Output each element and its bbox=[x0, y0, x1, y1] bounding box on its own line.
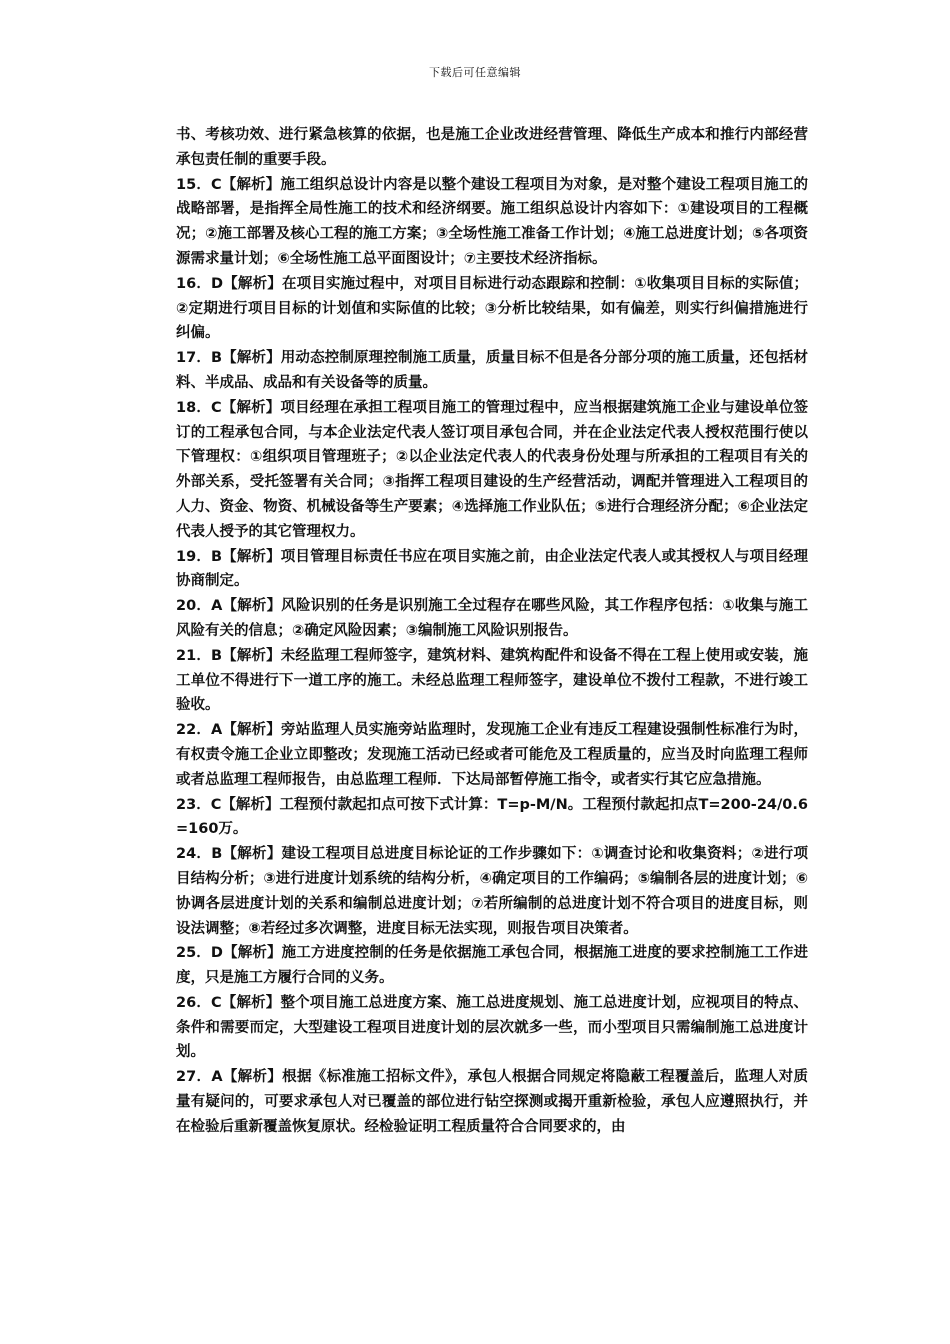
answer-text: 项目经理在承担工程项目施工的管理过程中，应当根据建筑施工企业与建设单位签订的工程承包合同，与本企业法定代表人签订项目承包合同，并在企业法定代表人授权范围行使以下管理权：①组织项目管理班子；②以企业法定代表人的代表身份处理与所承担的工程项目有关的外部关系，受托签署有关合同；③指挥工程项目建设的生产经营活动，调配并管理进入工程项目的人力、资金、物资、机械设备等生产要素；④选择施工作业队伍；⑤进行合理经济分配；⑥企业法定代表人授予的其它管理权力。 bbox=[176, 399, 808, 540]
answer-20 bbox=[176, 594, 808, 644]
answer-25 bbox=[176, 941, 808, 991]
answer-24 bbox=[176, 842, 808, 941]
answer-18 bbox=[176, 396, 808, 545]
answer-22 bbox=[176, 718, 808, 792]
answer-26 bbox=[176, 991, 808, 1065]
answer-lead: 26．C【解析】 bbox=[176, 994, 281, 1011]
answer-text: 施工组织总设计内容是以整个建设工程项目为对象，是对整个建设工程项目施工的战略部署，是指挥全局性施工的技术和经济纲要。施工组织总设计内容如下：①建设项目的工程概况；②施工部署及核心工程的施工方案；③全场性施工准备工作计划；④施工总进度计划；⑤各项资源需求量计划；⑥全场性施工总平面图设计；⑦主要技术经济指标。 bbox=[176, 176, 808, 267]
answer-text: 项目管理目标责任书应在项目实施之前，由企业法定代表人或其授权人与项目经理协商制定。 bbox=[176, 548, 808, 590]
answer-text: 工程预付款起扣点可按下式计算：T=p-M/N。工程预付款起扣点T=200-24/0.6=160万。 bbox=[176, 796, 808, 838]
answer-lead: 23．C【解析】 bbox=[176, 796, 280, 813]
answer-27 bbox=[176, 1065, 808, 1139]
answer-lead: 21．B【解析】 bbox=[176, 647, 281, 664]
answer-16 bbox=[176, 272, 808, 346]
answer-text: 整个项目施工总进度方案、施工总进度规划、施工总进度计划，应视项目的特点、条件和需要而定，大型建设工程项目进度计划的层次就多一些，而小型项目只需编制施工总进度计划。 bbox=[176, 994, 808, 1061]
answer-19 bbox=[176, 545, 808, 595]
answer-17 bbox=[176, 346, 808, 396]
answer-lead: 19．B【解析】 bbox=[176, 548, 281, 565]
answer-text: 旁站监理人员实施旁站监理时，发现施工企业有违反工程建设强制性标准行为时，有权责令施工企业立即整改；发现施工活动已经或者可能危及工程质量的，应当及时向监理工程师或者总监理工程师报告，由总监理工程师．下达局部暂停施工指令，或者实行其它应急措施。 bbox=[176, 722, 808, 788]
answer-text: 建设工程项目总进度目标论证的工作步骤如下：①调查讨论和收集资料；②进行项目结构分析；③进行进度计划系统的结构分析，④确定项目的工作编码；⑤编制各层的进度计划；⑥协调各层进度计划的关系和编制总进度计划；⑦若所编制的总进度计划不符合项目的进度目标，则设法调整；⑧若经过多次调整，进度目标无法实现，则报告项目决策者。 bbox=[176, 846, 808, 937]
answer-text: 在项目实施过程中，对项目目标进行动态跟踪和控制：①收集项目目标的实际值；②定期进行项目目标的计划值和实际值的比较；③分析比较结果，如有偏差，则实行纠偏措施进行纠偏。 bbox=[176, 275, 808, 342]
answer-text: 根据《标准施工招标文件》，承包人根据合同规定将隐蔽工程覆盖后，监理人对质量有疑问的，可要求承包人对已覆盖的部位进行钻空探测或揭开重新检验，承包人应遵照执行，并在检验后重新覆盖恢复原状。经检验证明工程质量符合合同要求的，由 bbox=[176, 1069, 808, 1135]
answer-lead: 18．C【解析】 bbox=[176, 399, 281, 416]
answer-text: 风险识别的任务是识别施工全过程存在哪些风险，其工作程序包括：①收集与施工风险有关的信息；②确定风险因素；③编制施工风险识别报告。 bbox=[176, 598, 808, 639]
paragraph-continuation bbox=[176, 123, 808, 173]
answer-text: 用动态控制原理控制施工质量，质量目标不但是各分部分项的施工质量，还包括材料、半成品、成品和有关设备等的质量。 bbox=[176, 350, 808, 391]
document-body bbox=[176, 123, 808, 1140]
answer-15 bbox=[176, 173, 808, 272]
answer-lead: 27．A【解析】 bbox=[176, 1069, 283, 1086]
answer-text: 书、考核功效、进行紧急核算的依据，也是施工企业改进经营管理、降低生产成本和推行内部经营承包责任制的重要手段。 bbox=[176, 127, 808, 168]
answer-lead: 24．B【解析】 bbox=[176, 846, 282, 863]
answer-21 bbox=[176, 644, 808, 718]
answer-23 bbox=[176, 793, 808, 843]
page-header: 下载后可任意编辑 bbox=[429, 66, 521, 79]
answer-lead: 20．A【解析】 bbox=[176, 598, 282, 615]
answer-text: 未经监理工程师签字，建筑材料、建筑构配件和设备不得在工程上使用或安装，施工单位不得进行下一道工序的施工。未经总监理工程师签字，建设单位不拨付工程款，不进行竣工验收。 bbox=[176, 647, 808, 714]
answer-text: 施工方进度控制的任务是依据施工承包合同，根据施工进度的要求控制施工工作进度，只是施工方履行合同的义务。 bbox=[176, 945, 809, 987]
answer-lead: 16．D【解析】 bbox=[176, 275, 282, 292]
answer-lead: 15．C【解析】 bbox=[176, 176, 281, 193]
answer-lead: 22．A【解析】 bbox=[176, 722, 281, 739]
answer-lead: 25．D【解析】 bbox=[176, 945, 282, 962]
answer-lead: 17．B【解析】 bbox=[176, 350, 281, 367]
